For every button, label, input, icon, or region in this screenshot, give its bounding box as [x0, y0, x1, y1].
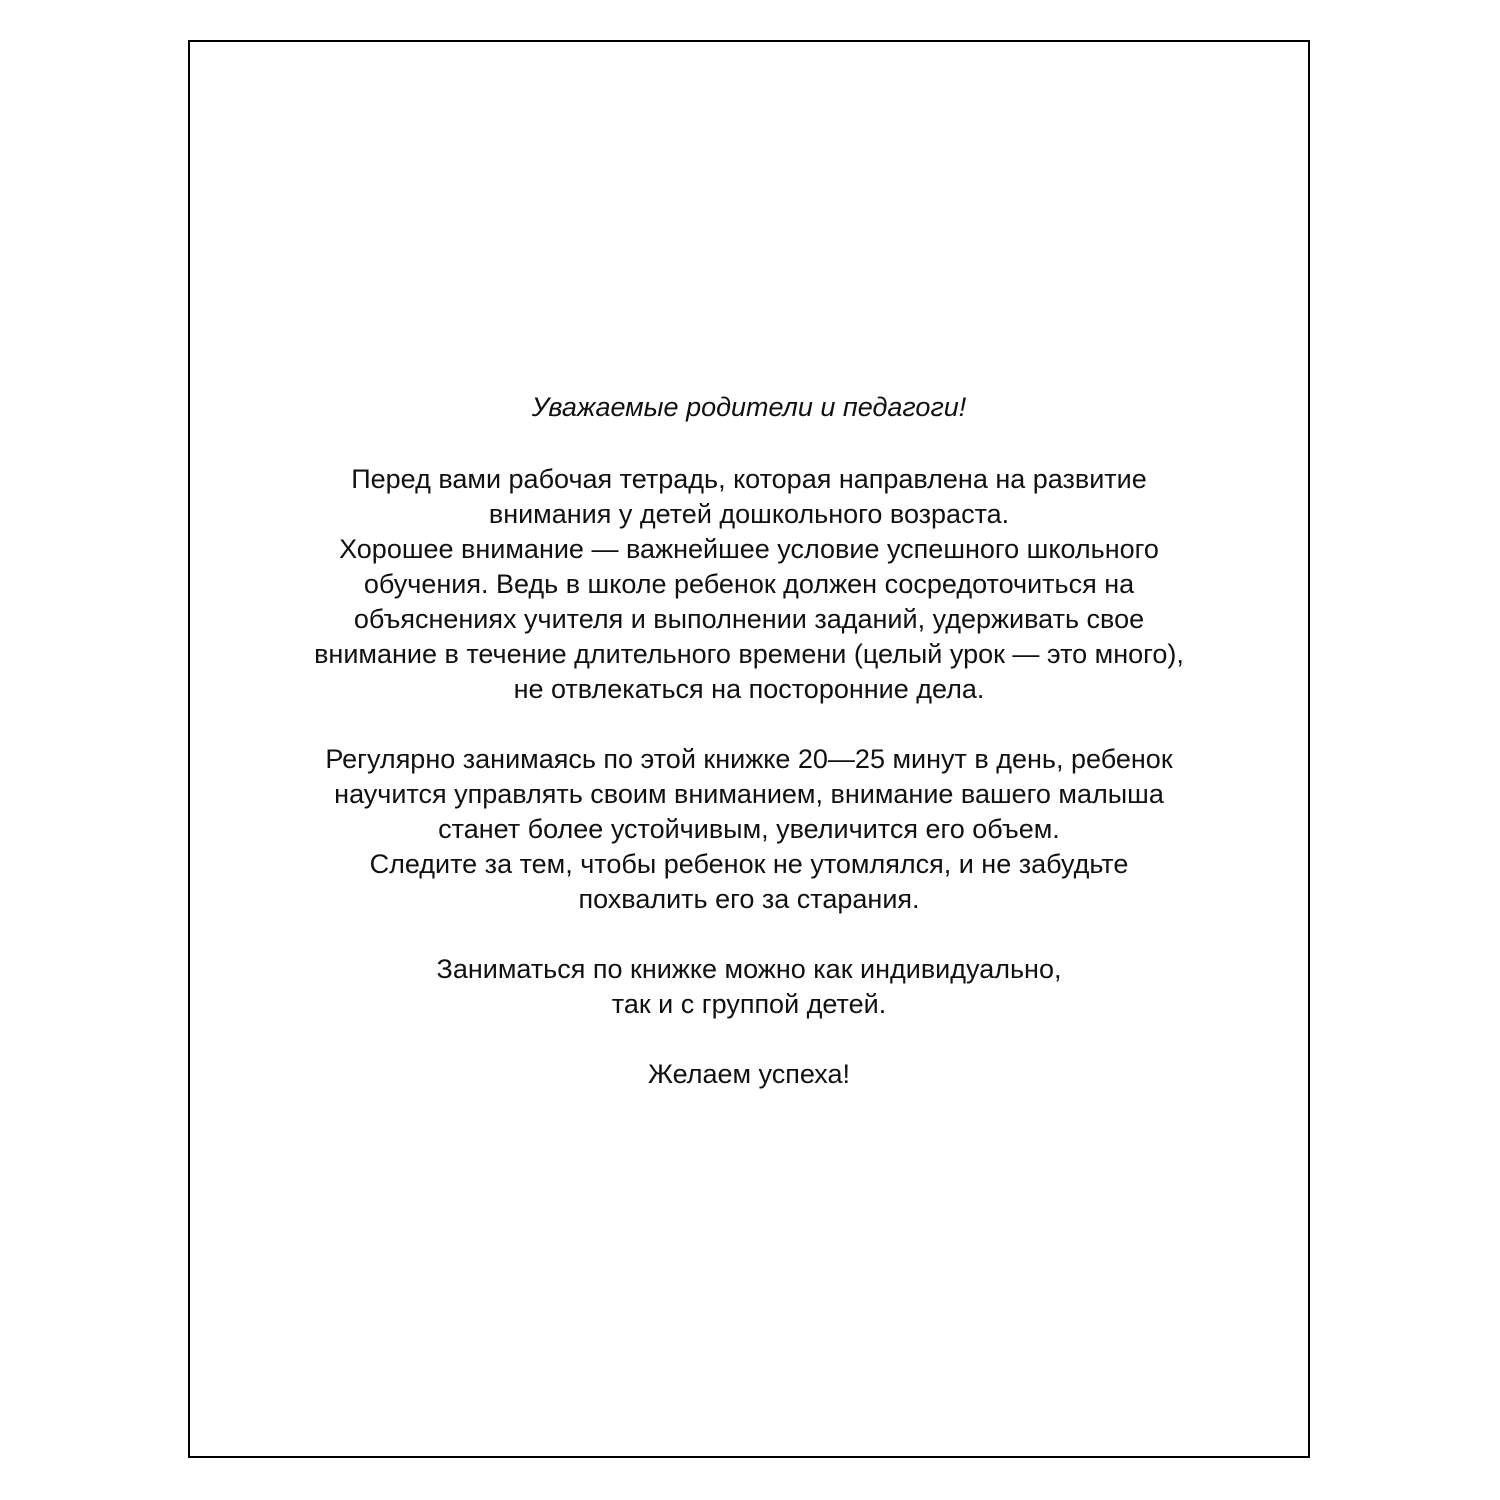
- paragraph-practice: [190, 742, 1308, 917]
- paragraph-intro: [190, 462, 1308, 707]
- text-line: Регулярно занимаясь по этой книжке 20—25 минут в день, ребенок: [325, 744, 1173, 774]
- text-line: обучения. Ведь в школе ребенок должен сосредоточиться на: [363, 569, 1135, 599]
- text-line: Перед вами рабочая тетрадь, которая направлена на развитие: [351, 464, 1147, 494]
- paragraph-usage: [190, 952, 1308, 1022]
- text-line: научится управлять своим вниманием, внимание вашего малыша: [334, 779, 1164, 809]
- text-line: внимание в течение длительного времени (целый урок — это много),: [314, 639, 1184, 669]
- text-line: Следите за тем, чтобы ребенок не утомлялся, и не забудьте: [369, 849, 1129, 879]
- text-line: Заниматься по книжке можно как индивидуально,: [436, 954, 1062, 984]
- text-line: объяснениях учителя и выполнении заданий, удерживать свое: [353, 604, 1145, 634]
- text-line: Хорошее внимание — важнейшее условие успешного школьного: [339, 534, 1159, 564]
- text-line: не отвлекаться на посторонние дела.: [513, 674, 985, 704]
- document-page: [188, 40, 1310, 1458]
- greeting-heading: Уважаемые родители и педагоги!: [531, 392, 967, 422]
- closing-wish: Желаем успеха!: [647, 1059, 851, 1089]
- page-content: [190, 390, 1308, 1092]
- text-line: так и с группой детей.: [611, 989, 887, 1019]
- text-line: внимания у детей дошкольного возраста.: [488, 499, 1010, 529]
- text-line: похвалить его за старания.: [578, 884, 920, 914]
- text-line: станет более устойчивым, увеличится его объем.: [438, 814, 1060, 844]
